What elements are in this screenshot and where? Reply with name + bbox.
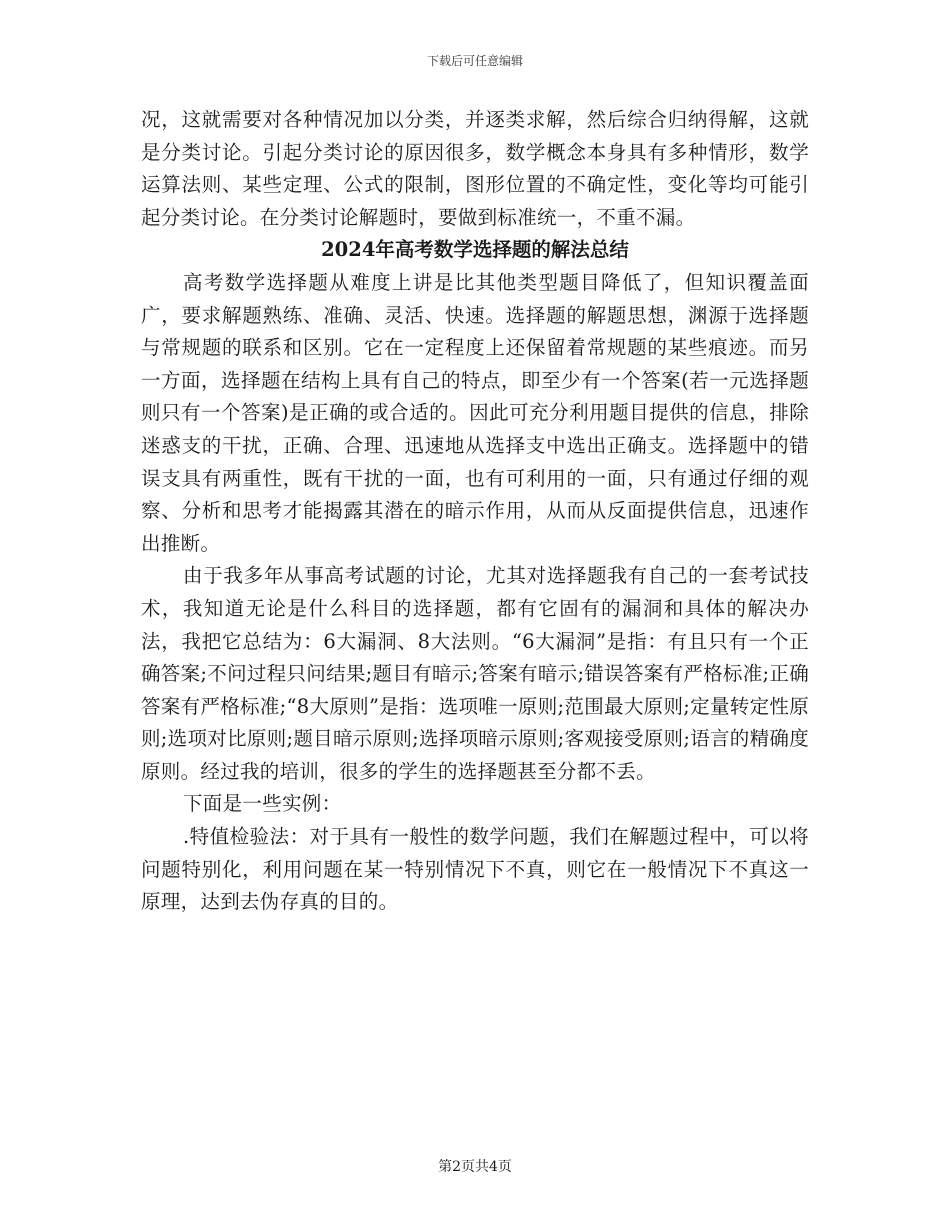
page-number: 第2页共4页 <box>438 1159 512 1175</box>
paragraph-examples-intro: 下面是一些实例： <box>183 792 342 816</box>
paragraph-special-value-method: .特值检验法：对于具有一般性的数学问题，我们在解题过程中，可以将问题特别化，利用问题在某一特别情况下不真，则它在一般情况下不真这一原理，达到去伪存真的目的。 <box>141 825 809 914</box>
section-title: 2024年高考数学选择题的解法总结 <box>321 238 629 262</box>
paragraph-overview: 高考数学选择题从难度上讲是比其他类型题目降低了，但知识覆盖面广，要求解题熟练、准确、灵活、快速。选择题的解题思想，渊源于选择题与常规题的联系和区别。它在一定程度上还保留着常规题的某些痕迹。而另一方面，选择题在结构上具有自己的特点，即至少有一个答案(若一元选择题则只有一个答案)是正确的或合适的。因此可充分利用题目提供的信息，排除迷惑支的干扰，正确、合理、迅速地从选择支中选出正确支。选择题中的错误支具有两重性，既有干扰的一面，也有可利用的一面，只有通过仔细的观察、分析和思考才能揭露其潜在的暗示作用，从而从反面提供信息，迅速作出推断。 <box>141 270 809 555</box>
document-body <box>141 104 809 919</box>
intro-paragraph: 况，这就需要对各种情况加以分类，并逐类求解，然后综合归纳得解，这就是分类讨论。引起分类讨论的原因很多，数学概念本身具有多种情形，数学运算法则、某些定理、公式的限制，图形位置的不确定性，变化等均可能引起分类讨论。在分类讨论解题时，要做到标准统一，不重不漏。 <box>141 108 809 229</box>
paragraph-loopholes-rules: 由于我多年从事高考试题的讨论，尤其对选择题我有自己的一套考试技术，我知道无论是什么科目的选择题，都有它固有的漏洞和具体的解决办法，我把它总结为：6大漏洞、8大法则。“6大漏洞”是指：有且只有一个正确答案;不问过程只问结果;题目有暗示;答案有暗示;错误答案有严格标准;正确答案有严格标准;“8大原则”是指：选项唯一原则;范围最大原则;定量转定性原则;选项对比原则;题目暗示原则;选择项暗示原则;客观接受原则;语言的精确度原则。经过我的培训，很多的学生的选择题甚至分都不丢。 <box>141 564 809 783</box>
page-header: 下载后可任意编辑 <box>426 54 523 68</box>
